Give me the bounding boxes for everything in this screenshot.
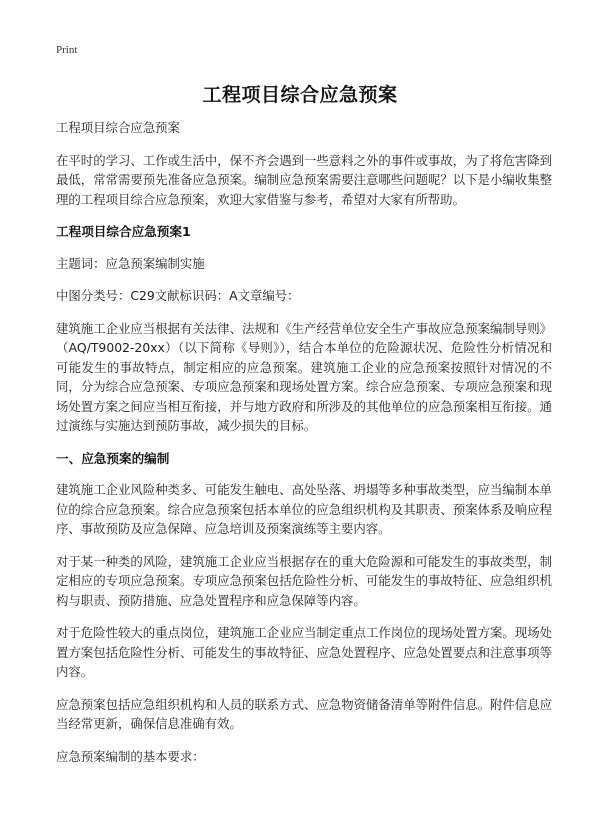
body-paragraph: 建筑施工企业风险种类多、可能发生触电、高处坠落、坍塌等多种事故类型，应当编制本单位的综合应急预案。综合应急预案包括本单位的应急组织机构及其职责、预案体系及响应程序、事故预防及应急保障、应急培训及预案演练等主要内容。 — [56, 482, 552, 536]
body-paragraph: 应急预案包括应急组织机构和人员的联系方式、应急物资储备清单等附件信息。附件信息应当经常更新，确保信息准确有效。 — [56, 696, 552, 731]
part-heading: 一、应急预案的编制 — [56, 450, 170, 466]
overview-paragraph: 建筑施工企业应当根据有关法律、法规和《生产经营单位安全生产事故应急预案编制导则》（AQ/T9002-20xx）（以下简称《导则》），结合本单位的危险源状况、危险性分析情况和可能发生的事故特点，制定相应的应急预案。建筑施工企业的应急预案按照针对情况的不同，分为综合应急预案、专项应急预案和现场处置方案。综合应急预案、专项应急预案和现场处置方案之间应当相互衔接，并与地方政府和所涉及的其他单位的应急预案相互衔接。通过演练与实施达到预防事故，减少损失的目标。 — [56, 320, 552, 433]
section-heading: 工程项目综合应急预案1 — [56, 224, 191, 239]
body-paragraph: 应急预案编制的基本要求： — [56, 748, 205, 764]
intro-paragraph: 在平时的学习、工作或生活中，保不齐会遇到一些意料之外的事件或事故，为了将危害降到最低，常常需要预先准备应急预案。编制应急预案需要注意哪些问题呢？以下是小编收集整理的工程项目综合应急预案，欢迎大家借鉴与参考，希望对大家有所帮助。 — [56, 152, 552, 207]
body-paragraph: 对于危险性较大的重点岗位，建筑施工企业应当制定重点工作岗位的现场处置方案。现场处置方案包括危险性分析、可能发生的事故特征、应急处置程序、应急处置要点和注意事项等内容。 — [56, 625, 552, 679]
keywords-line: 主题词：应急预案编制实施 — [56, 255, 205, 271]
document-title: 工程项目综合应急预案 — [202, 84, 398, 106]
document-body — [56, 118, 552, 779]
classification-line: 中图分类号：C29文献标识码：A文章编号： — [56, 288, 300, 303]
print-label[interactable]: Print — [56, 44, 78, 56]
body-paragraph: 对于某一种类的风险，建筑施工企业应当根据存在的重大危险源和可能发生的事故类型，制定相应的专项应急预案。专项应急预案包括危险性分析、可能发生的事故特征、应急组织机构与职责、预防措施、应急处置程序和应急保障等内容。 — [56, 553, 552, 608]
document-subtitle: 工程项目综合应急预案 — [56, 120, 180, 135]
